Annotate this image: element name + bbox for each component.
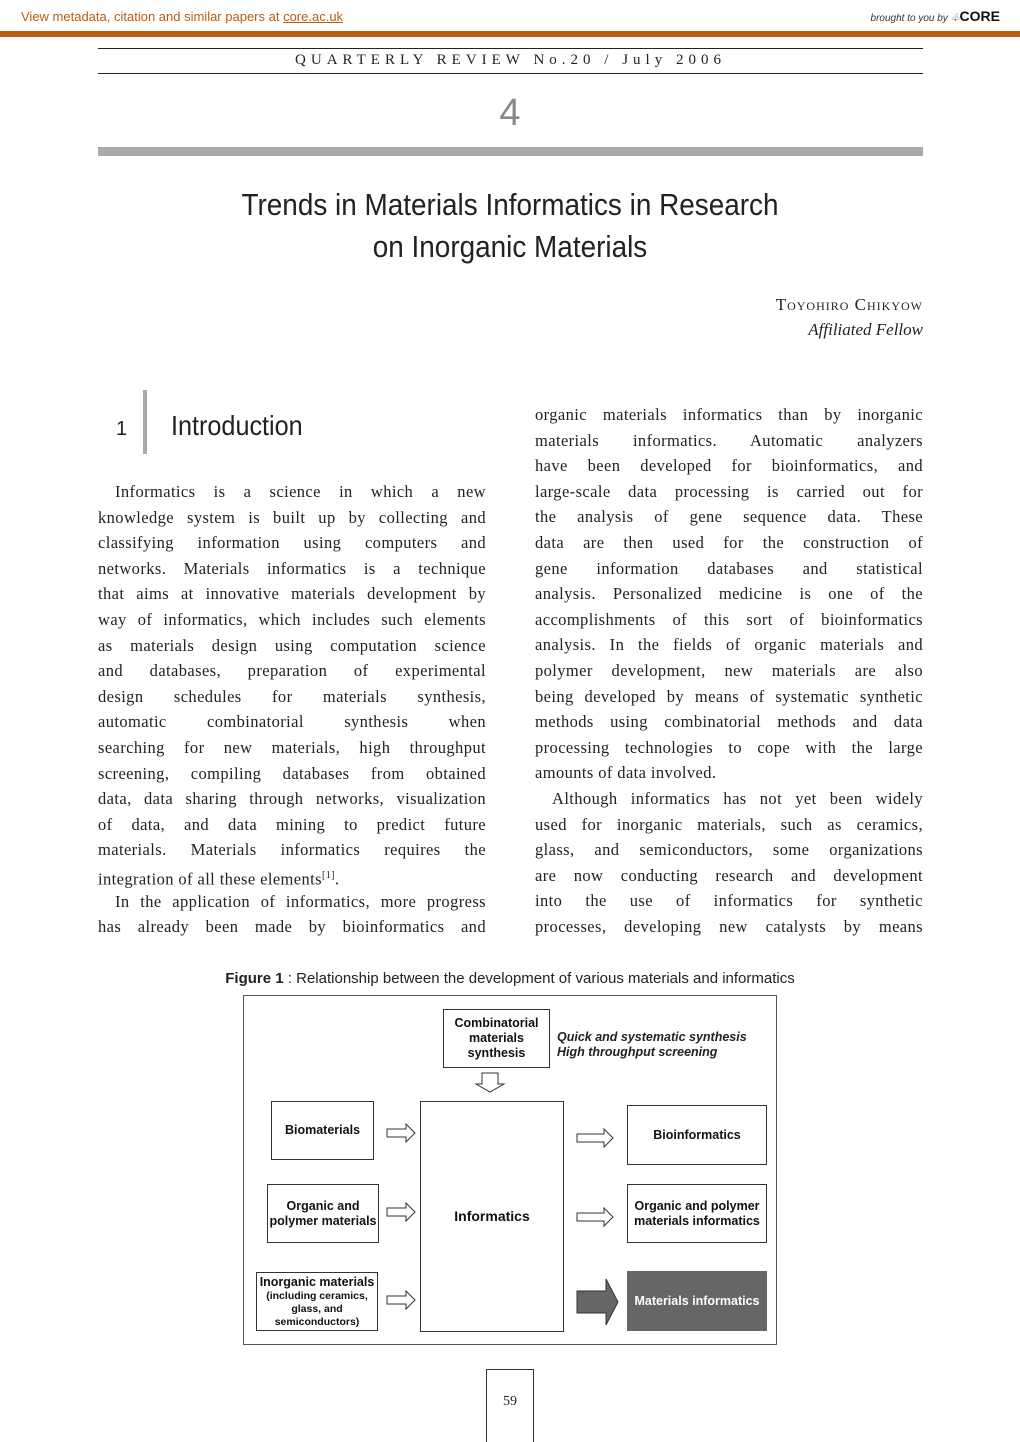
text-line-content: used for inorganic materials, such as ceramics,	[535, 814, 923, 834]
text-line-content: of data, and data mining to predict future	[98, 814, 486, 834]
text-line	[98, 837, 486, 863]
text-line	[98, 607, 486, 633]
section-bar	[143, 390, 147, 454]
text-line	[535, 556, 923, 582]
text-line	[535, 402, 923, 428]
organic-materials-box: Organic and polymer materials	[267, 1184, 379, 1243]
text-line-content: amounts of data involved.	[535, 763, 717, 783]
text-line-content: Informatics is a science in which a new	[115, 482, 486, 501]
text-line-content: the analysis of gene sequence data. These	[535, 507, 923, 527]
core-banner-label: View metadata, citation and similar papers at	[21, 9, 284, 24]
text-line-content: way of informatics, which includes such elements	[98, 609, 486, 629]
core-brand-name: CORE	[959, 8, 1000, 24]
figure-caption	[0, 970, 1020, 987]
title-line-2: on Inorganic Materials	[372, 229, 648, 264]
text-line-content: analysis. Personalized medicine is one of the	[535, 584, 923, 604]
text-line	[535, 504, 923, 530]
text-line	[535, 658, 923, 684]
core-logo-icon: ♧	[950, 13, 960, 24]
text-line-content: networks. Materials informatics is a technique	[98, 558, 486, 578]
text-line	[535, 837, 923, 863]
core-link[interactable]: core.ac.uk	[283, 9, 344, 24]
text-line	[535, 581, 923, 607]
text-line-content: integration of all these elements	[98, 869, 322, 889]
text-line-content: organic materials informatics than by inorganic	[535, 405, 923, 424]
core-banner-text	[21, 9, 343, 24]
text-line	[535, 888, 923, 914]
text-line-content: and databases, preparation of experimental	[98, 661, 486, 681]
bioinformatics-box: Bioinformatics	[627, 1105, 767, 1165]
text-line-content: Although informatics has not yet been widely	[552, 788, 923, 808]
text-line-content: large-scale data processing is carried out for	[535, 481, 923, 501]
section-number: 1	[116, 418, 128, 440]
note-line-1: Quick and systematic synthesis	[557, 1030, 747, 1044]
text-line	[98, 556, 486, 582]
text-line-content: has already been made by bioinformatics and	[98, 917, 486, 937]
synthesis-note	[557, 1030, 747, 1060]
inorganic-materials-box	[256, 1272, 378, 1331]
text-line	[98, 786, 486, 812]
text-line	[535, 530, 923, 556]
text-line-content: automatic combinatorial synthesis when	[98, 712, 486, 732]
materials-informatics-box: Materials informatics	[627, 1271, 767, 1331]
header-rule-top	[98, 48, 923, 49]
text-line	[98, 709, 486, 735]
text-line	[98, 863, 486, 889]
text-line-content: are now conducting research and development	[535, 865, 923, 885]
citation-ref[interactable]: [1]	[321, 869, 335, 881]
core-brand[interactable]	[871, 8, 1000, 24]
text-line-content: accomplishments of this sort of bioinformatics	[535, 609, 923, 629]
note-line-2: High throughput screening	[557, 1045, 718, 1059]
text-line	[98, 735, 486, 761]
text-line-content: knowledge system is built up by collecting and	[98, 507, 486, 527]
text-line-content: materials informatics. Automatic analyzers	[535, 430, 923, 450]
text-line-content: data, data sharing through networks, visualization	[98, 789, 486, 809]
text-line	[535, 684, 923, 710]
text-line-content: as materials design using computation science	[98, 635, 486, 655]
text-line	[535, 453, 923, 479]
text-line-content: polymer development, new materials are also	[535, 660, 923, 680]
page-number: 59	[486, 1369, 534, 1442]
author-role: Affiliated Fellow	[808, 320, 923, 339]
right-arrow-icon	[386, 1290, 418, 1312]
journal-header: QUARTERLY REVIEW No.20 / July 2006	[295, 52, 726, 68]
text-line	[535, 914, 923, 940]
text-line	[98, 581, 486, 607]
text-line-content: searching for new materials, high throughput	[98, 737, 486, 757]
left-column	[98, 479, 486, 940]
text-line-content: screening, compiling databases from obtained	[98, 763, 486, 783]
text-line	[535, 812, 923, 838]
organic-informatics-box: Organic and polymer materials informatics	[627, 1184, 767, 1243]
text-line-content: processing technologies to cope with the large	[535, 737, 923, 757]
right-arrow-icon	[386, 1202, 418, 1224]
text-line-content: methods using combinatorial methods and data	[535, 712, 923, 732]
article-title	[51, 184, 969, 268]
text-line-content: materials. Materials informatics requires the	[98, 840, 486, 860]
text-line	[535, 479, 923, 505]
text-line	[98, 633, 486, 659]
text-line	[535, 786, 923, 812]
text-line-content: being developed by means of systematic synthetic	[535, 686, 923, 706]
right-column	[535, 402, 923, 939]
right-arrow-icon	[386, 1123, 418, 1145]
text-line	[98, 914, 486, 940]
down-arrow-icon	[472, 1072, 512, 1094]
combinatorial-box: Combinatorial materials synthesis	[443, 1009, 550, 1068]
chapter-number: 4	[499, 92, 521, 134]
author-name: Toyohiro Chikyow	[775, 295, 923, 314]
text-line	[535, 735, 923, 761]
figure-caption-text: : Relationship between the development of various materials and informatics	[283, 970, 795, 987]
text-line	[98, 658, 486, 684]
title-bar	[98, 147, 923, 156]
right-arrow-icon	[576, 1128, 616, 1150]
text-line-content: have been developed for bioinformatics, and	[535, 456, 923, 476]
text-line-content: classifying information using computers and	[98, 533, 486, 553]
text-line-content: analysis. In the fields of organic materials and	[535, 635, 923, 655]
text-line-content: design schedules for materials synthesis,	[98, 686, 486, 706]
text-line	[535, 709, 923, 735]
biomaterials-box: Biomaterials	[271, 1101, 374, 1160]
informatics-box: Informatics	[420, 1101, 564, 1332]
text-line-content: that aims at innovative materials development by	[98, 584, 486, 604]
text-line	[98, 812, 486, 838]
text-line	[535, 607, 923, 633]
title-line-1: Trends in Materials Informatics in Research	[241, 187, 779, 222]
text-line-content: processes, developing new catalysts by means	[535, 916, 923, 936]
figure-label: Figure 1	[225, 970, 284, 987]
text-line	[98, 684, 486, 710]
header-rule-bottom	[98, 73, 923, 74]
text-line	[535, 632, 923, 658]
text-line	[98, 479, 486, 505]
figure-diagram	[243, 995, 777, 1345]
text-line	[98, 889, 486, 915]
text-line	[535, 863, 923, 889]
text-line	[535, 760, 923, 786]
bold-right-arrow-icon	[576, 1278, 622, 1328]
text-line	[535, 428, 923, 454]
text-line-end: .	[334, 869, 340, 889]
text-line-content: glass, and semiconductors, some organizations	[535, 840, 923, 860]
text-line	[98, 505, 486, 531]
text-line	[98, 530, 486, 556]
section-title: Introduction	[171, 410, 303, 441]
right-arrow-icon	[576, 1207, 616, 1229]
brought-by-label: brought to you by	[870, 13, 948, 24]
text-line-content: into the use of informatics for synthetic	[535, 891, 923, 911]
text-line-content: data are then used for the construction of	[535, 532, 923, 552]
inorganic-title: Inorganic materials	[259, 1274, 375, 1289]
text-line-content: gene information databases and statistical	[535, 558, 923, 578]
text-line	[98, 761, 486, 787]
inorganic-subtitle: (including ceramics, glass, and semiconductors)	[266, 1289, 368, 1328]
banner-divider	[0, 31, 1020, 37]
text-line-content: In the application of informatics, more progress	[115, 891, 486, 911]
